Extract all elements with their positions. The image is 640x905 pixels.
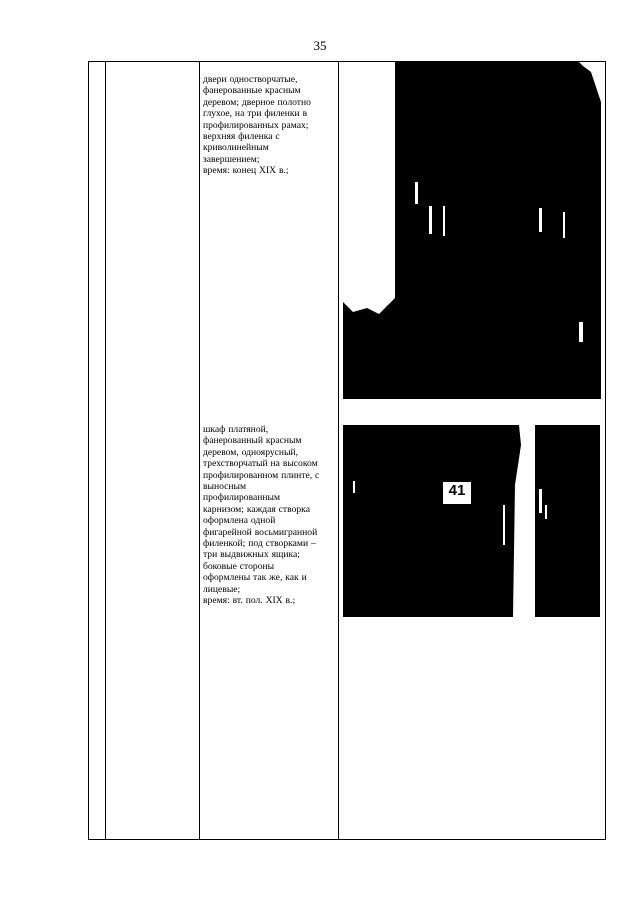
text-line: оформлены так же, как и: [203, 572, 307, 584]
text-line: двери одностворчатые,: [203, 74, 298, 85]
text-line: фигарейной восьмигранной: [203, 526, 318, 538]
text-line: шкаф платяной,: [203, 424, 269, 435]
text-line: лицевые;: [203, 583, 241, 595]
text-line: три выдвижных ящика;: [203, 549, 300, 561]
column-divider: [199, 61, 200, 840]
text-line: трехстворчатый на высоком: [203, 458, 318, 470]
page-number: 35: [313, 38, 327, 53]
door-photo-art: [343, 62, 601, 399]
text-line: профилированном плинте, с: [203, 469, 320, 481]
text-line: карнизом; каждая створка: [203, 503, 310, 515]
text-line: фанерованный красным: [203, 435, 302, 447]
column-divider: [338, 61, 339, 840]
text-line: верхняя филенка с: [203, 131, 280, 143]
inventory-number-plate: 41: [443, 482, 471, 504]
text-line: время: вт. пол. XIX в.;: [203, 595, 296, 607]
text-line: боковые стороны: [203, 560, 275, 572]
text-line: глухое, на три филенки в: [203, 108, 308, 120]
row-2-description: [203, 424, 335, 607]
text-line: оформлена одной: [203, 515, 276, 527]
wardrobe-photo: [343, 425, 600, 617]
table-border-right: [605, 61, 606, 840]
row-1-description: [203, 74, 335, 177]
text-line: профилированных рамах;: [203, 119, 309, 131]
wardrobe-photo-art: [343, 425, 600, 617]
text-line: завершением;: [203, 153, 260, 165]
column-divider: [105, 61, 106, 840]
text-line: выносным: [203, 481, 247, 493]
text-line: профилированным: [203, 492, 281, 504]
text-line: фанерованные красным: [203, 85, 301, 97]
text-line: филенкой; под створками –: [203, 538, 316, 550]
text-line: время: конец XIX в.;: [203, 165, 289, 177]
table-border-left: [88, 61, 89, 840]
table-border-bottom: [88, 839, 606, 840]
text-line: деревом; дверное полотно: [203, 96, 311, 108]
text-line: криволинейным: [203, 142, 269, 154]
door-photo: [343, 62, 601, 399]
text-line: деревом, одноярусный,: [203, 446, 299, 458]
